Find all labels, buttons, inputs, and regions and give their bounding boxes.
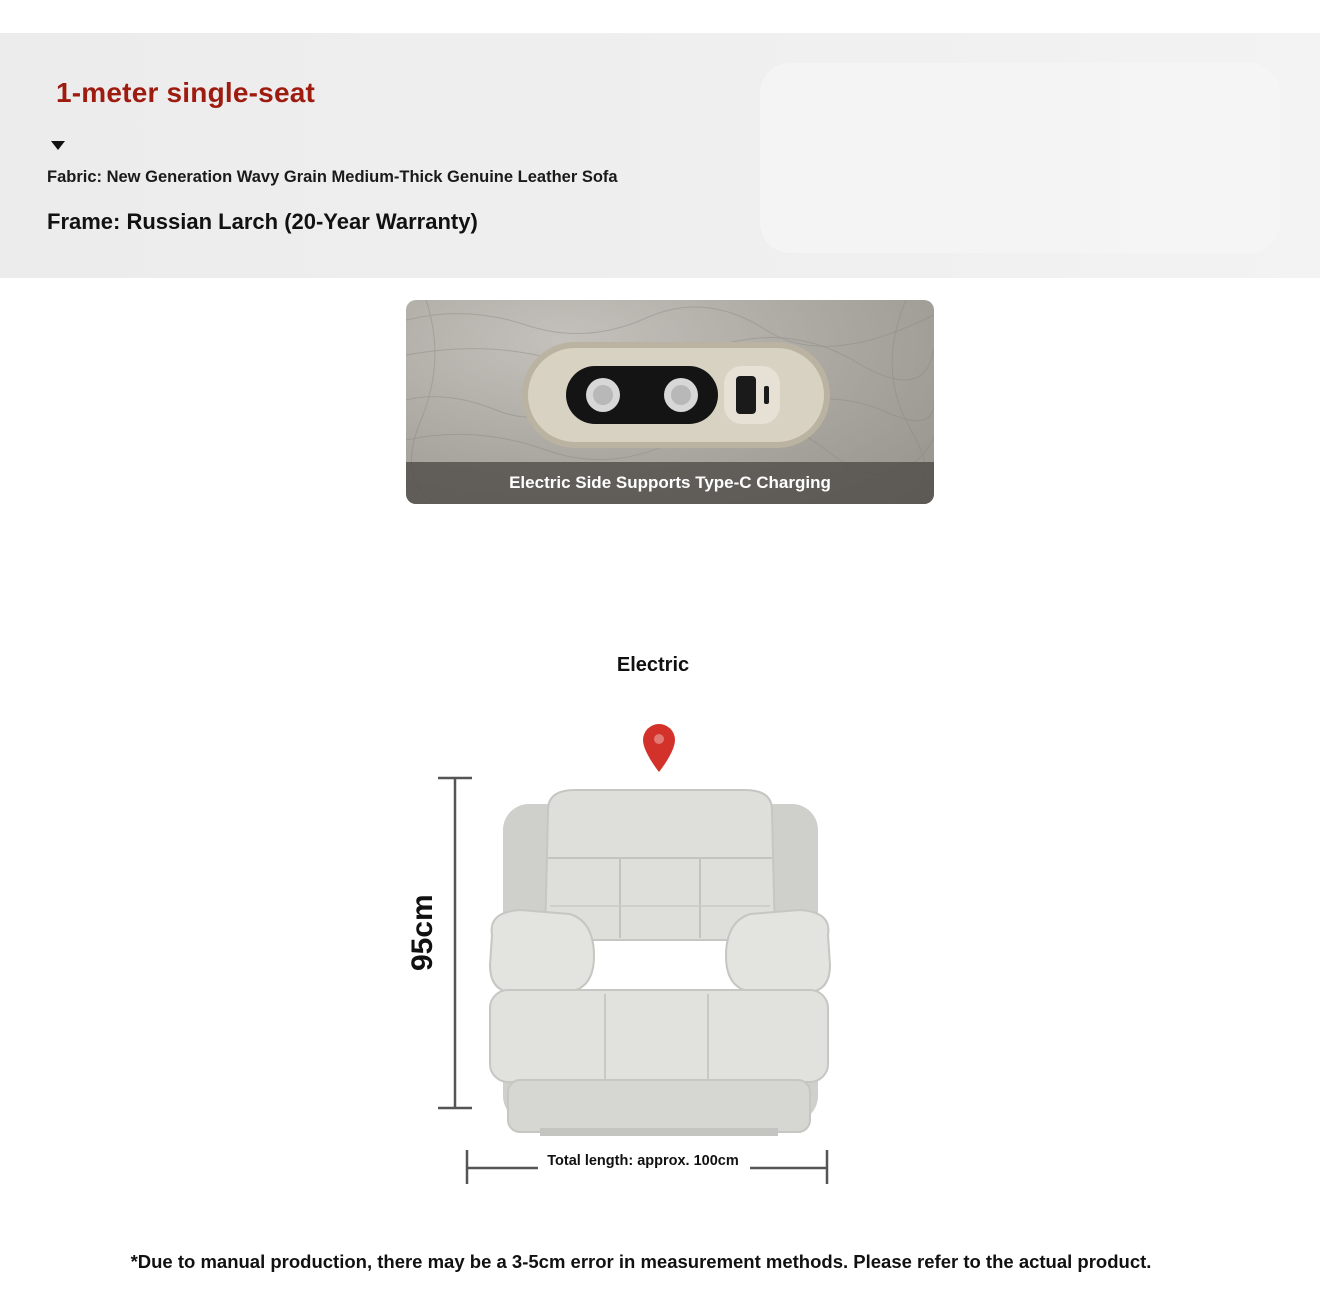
sofa-dimension-diagram: [390, 710, 870, 1200]
background-blur: [760, 63, 1280, 253]
frame-spec: Frame: Russian Larch (20-Year Warranty): [47, 209, 478, 234]
control-panel-photo: [406, 300, 934, 504]
page-title: 1-meter single-seat: [56, 77, 316, 108]
height-dimension-line: [438, 778, 472, 1108]
disclaimer-note: *Due to manual production, there may be a 3-5cm error in measurement methods. Please refer to the actual product.: [130, 1251, 1152, 1272]
upright-button-icon: [664, 378, 698, 412]
height-label: 95cm: [406, 894, 439, 971]
section-label: Electric: [616, 654, 690, 676]
caret-down-icon: [51, 141, 65, 150]
fabric-spec: Fabric: New Generation Wavy Grain Medium-Thick Genuine Leather Sofa: [47, 168, 618, 186]
location-pin-icon: [643, 724, 675, 772]
closeup-caption: Electric Side Supports Type-C Charging: [406, 462, 934, 504]
recline-button-icon: [586, 378, 620, 412]
length-label: Total length: approx. 100cm: [538, 1153, 748, 1169]
sofa-illustration: [490, 790, 830, 1136]
header-band: [0, 33, 1320, 278]
